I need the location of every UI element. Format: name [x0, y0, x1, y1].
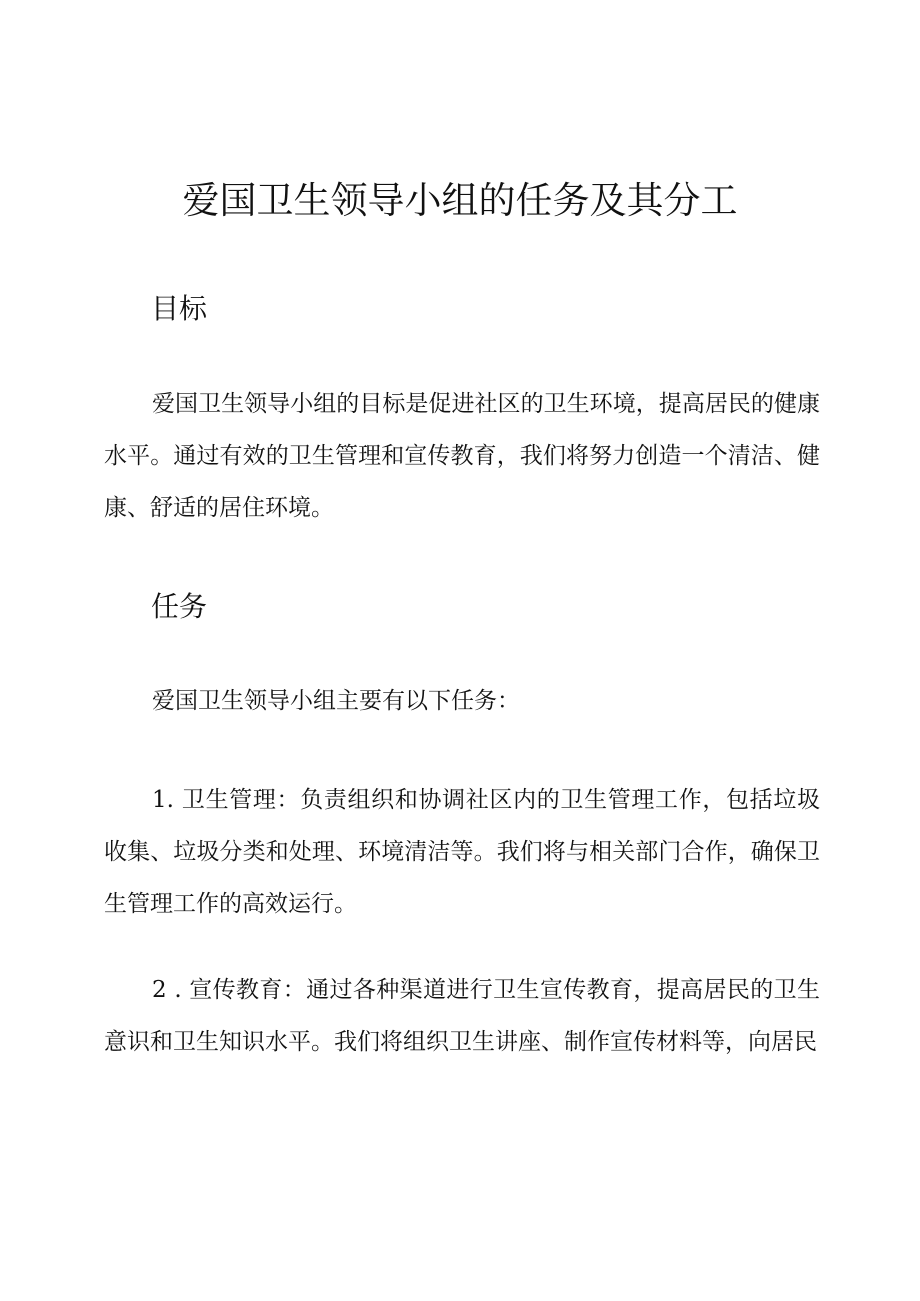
task-item-publicity-education: 2 . 宣传教育：通过各种渠道进行卫生宣传教育，提高居民的卫生意识和卫生知识水平。我们将组织卫生讲座、制作宣传材料等，向居民 — [104, 977, 820, 1055]
section-heading-tasks: 任务 — [151, 590, 208, 623]
goal-paragraph: 爱国卫生领导小组的目标是促进社区的卫生环境，提高居民的健康水平。通过有效的卫生管理和宣传教育，我们将努力创造一个清洁、健康、舒适的居住环境。 — [104, 391, 820, 521]
task-item-hygiene-management: 1. 卫生管理：负责组织和协调社区内的卫生管理工作，包括垃圾收集、垃圾分类和处理、环境清洁等。我们将与相关部门合作，确保卫生管理工作的高效运行。 — [104, 787, 820, 917]
document-title: 爱国卫生领导小组的任务及其分工 — [182, 179, 738, 222]
tasks-intro-paragraph: 爱国卫生领导小组主要有以下任务： — [152, 688, 520, 714]
section-heading-goal: 目标 — [151, 292, 208, 325]
